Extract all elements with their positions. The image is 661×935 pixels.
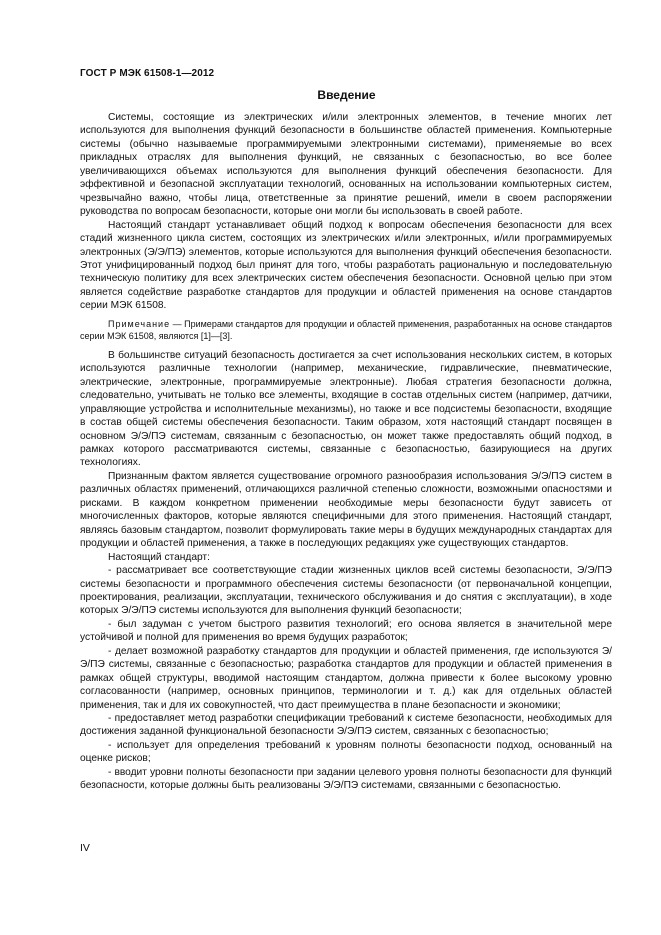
- paragraph: Настоящий стандарт устанавливает общий подход к вопросам обеспечения безопасности для всех стадий жизненного цикла систем, состоящих из электрических и/или электронных, и/или программируемых электронных (Э/Э/ПЭ) элементов, которые используются для выполнения функций обеспечения безопасности. Этот унифицированный подход был принят для того, чтобы разработать рациональную и последовательную техническую политику для всех электрических систем обеспечения безопасности. Основной целью при этом является содействие разработке стандартов для продукции и областей применения на основе стандартов серии МЭК 61508.: [80, 219, 612, 312]
- paragraph: Настоящий стандарт:: [108, 551, 210, 563]
- list-item: - предоставляет метод разработки спецификации требований к системе безопасности, необходимых для достижения заданной функциональной безопасности Э/Э/ПЭ систем, связанных с безопасностью;: [80, 713, 612, 738]
- paragraph: Признанным фактом является существование огромного разнообразия использования Э/Э/ПЭ систем в различных областях применений, отличающихся различной степенью сложности, возможными опасностями и рисками. В каждом конкретном применении необходимые меры безопасности будут зависеть от многочисленных факторов, которые являются специфичными для этого применения. Настоящий стандарт, являясь базовым стандартом, позволит формулировать такие меры в будущих международных стандартах для продукции и областей применения, а также в последующих редакциях уже существующих стандартов.: [80, 470, 612, 550]
- note-label: Примечание: [108, 318, 171, 329]
- list-item: - использует для определения требований к уровням полноты безопасности подход, основанный на оценке рисков;: [80, 739, 612, 765]
- list-item: - вводит уровни полноты безопасности при задании целевого уровня полноты безопасности для функций безопасности, которые должны быть реализованы Э/Э/ПЭ системами, связанными с безопасностью.: [80, 766, 612, 792]
- paragraph: В большинстве ситуаций безопасность достигается за счет использования нескольких систем, в которых используются различные технологии (например, механические, гидравлические, пневматические, электрические, электронные, программируемые электронные). Любая стратегия безопасности должна, следовательно, учитывать не только все элементы, входящие в состав отдельных систем (например, датчики, управляющие устройства и исполнительные механизмы), но также и все подсистемы безопасности, входящие в состав общей системы обеспечения безопасности. Таким образом, хотя настоящий стандарт посвящен в основном Э/Э/ПЭ системам, связанным с безопасностью, он может также предоставлять общий подход, в рамках которого рассматриваются системы, связанные с безопасностью, базирующиеся на других технологиях.: [80, 349, 612, 469]
- note: [80, 318, 612, 342]
- list-item: - делает возможной разработку стандартов для продукции и областей применения, где используются Э/Э/ПЭ системы, связанные с безопасностью; разработка стандартов для продукции и областей применения в рамках общей структуры, вводимой настоящим стандартом, должна привести к более высокому уровню согласованности (например, основных принципов, терминологии и т. д.) как для отдельных областей применения, так и для их совокупностей, что даст преимущества в плане безопасности и экономики;: [80, 645, 612, 711]
- list-item: - был задуман с учетом быстрого развития технологий; его основа является в значительной мере устойчивой и полной для применения во время будущих разработок;: [80, 618, 612, 644]
- document-body: [80, 111, 612, 793]
- document-header: ГОСТ Р МЭК 61508-1—2012: [80, 68, 215, 79]
- note-text: — Примерами стандартов для продукции и областей применения, разработанных на основе стандартов серии МЭК 61508, являются [1]—[3].: [80, 318, 612, 341]
- paragraph: Системы, состоящие из электрических и/или электронных элементов, в течение многих лет используются для выполнения функций безопасности в большинстве областей применения. Компьютерные системы (обычно называемые программируемыми электронными системами), применяемые во всех прикладных отраслях для выполнения функций, не связанных с безопасностью, во все более увеличивающихся объемах используются для выполнения функций обеспечения безопасности. Для эффективной и безопасной эксплуатации технологий, основанных на использовании компьютерных систем, чрезвычайно важно, чтобы лица, ответственные за принятие решений, имели в своем распоряжении руководства по вопросам безопасности, которые они могли бы использовать в своей работе.: [80, 112, 612, 218]
- page-title: Введение: [317, 88, 376, 102]
- list-item: - рассматривает все соответствующие стадии жизненных циклов всей системы безопасности, Э/Э/ПЭ системы безопасности и программного обеспечения системы безопасности (от первоначальной концепции, проектирования, реализации, эксплуатации, технического обслуживания и до снятия с эксплуатации), в ходе которых Э/Э/ПЭ системы используются для выполнения функций безопасности;: [80, 565, 612, 617]
- page-number: IV: [80, 842, 90, 854]
